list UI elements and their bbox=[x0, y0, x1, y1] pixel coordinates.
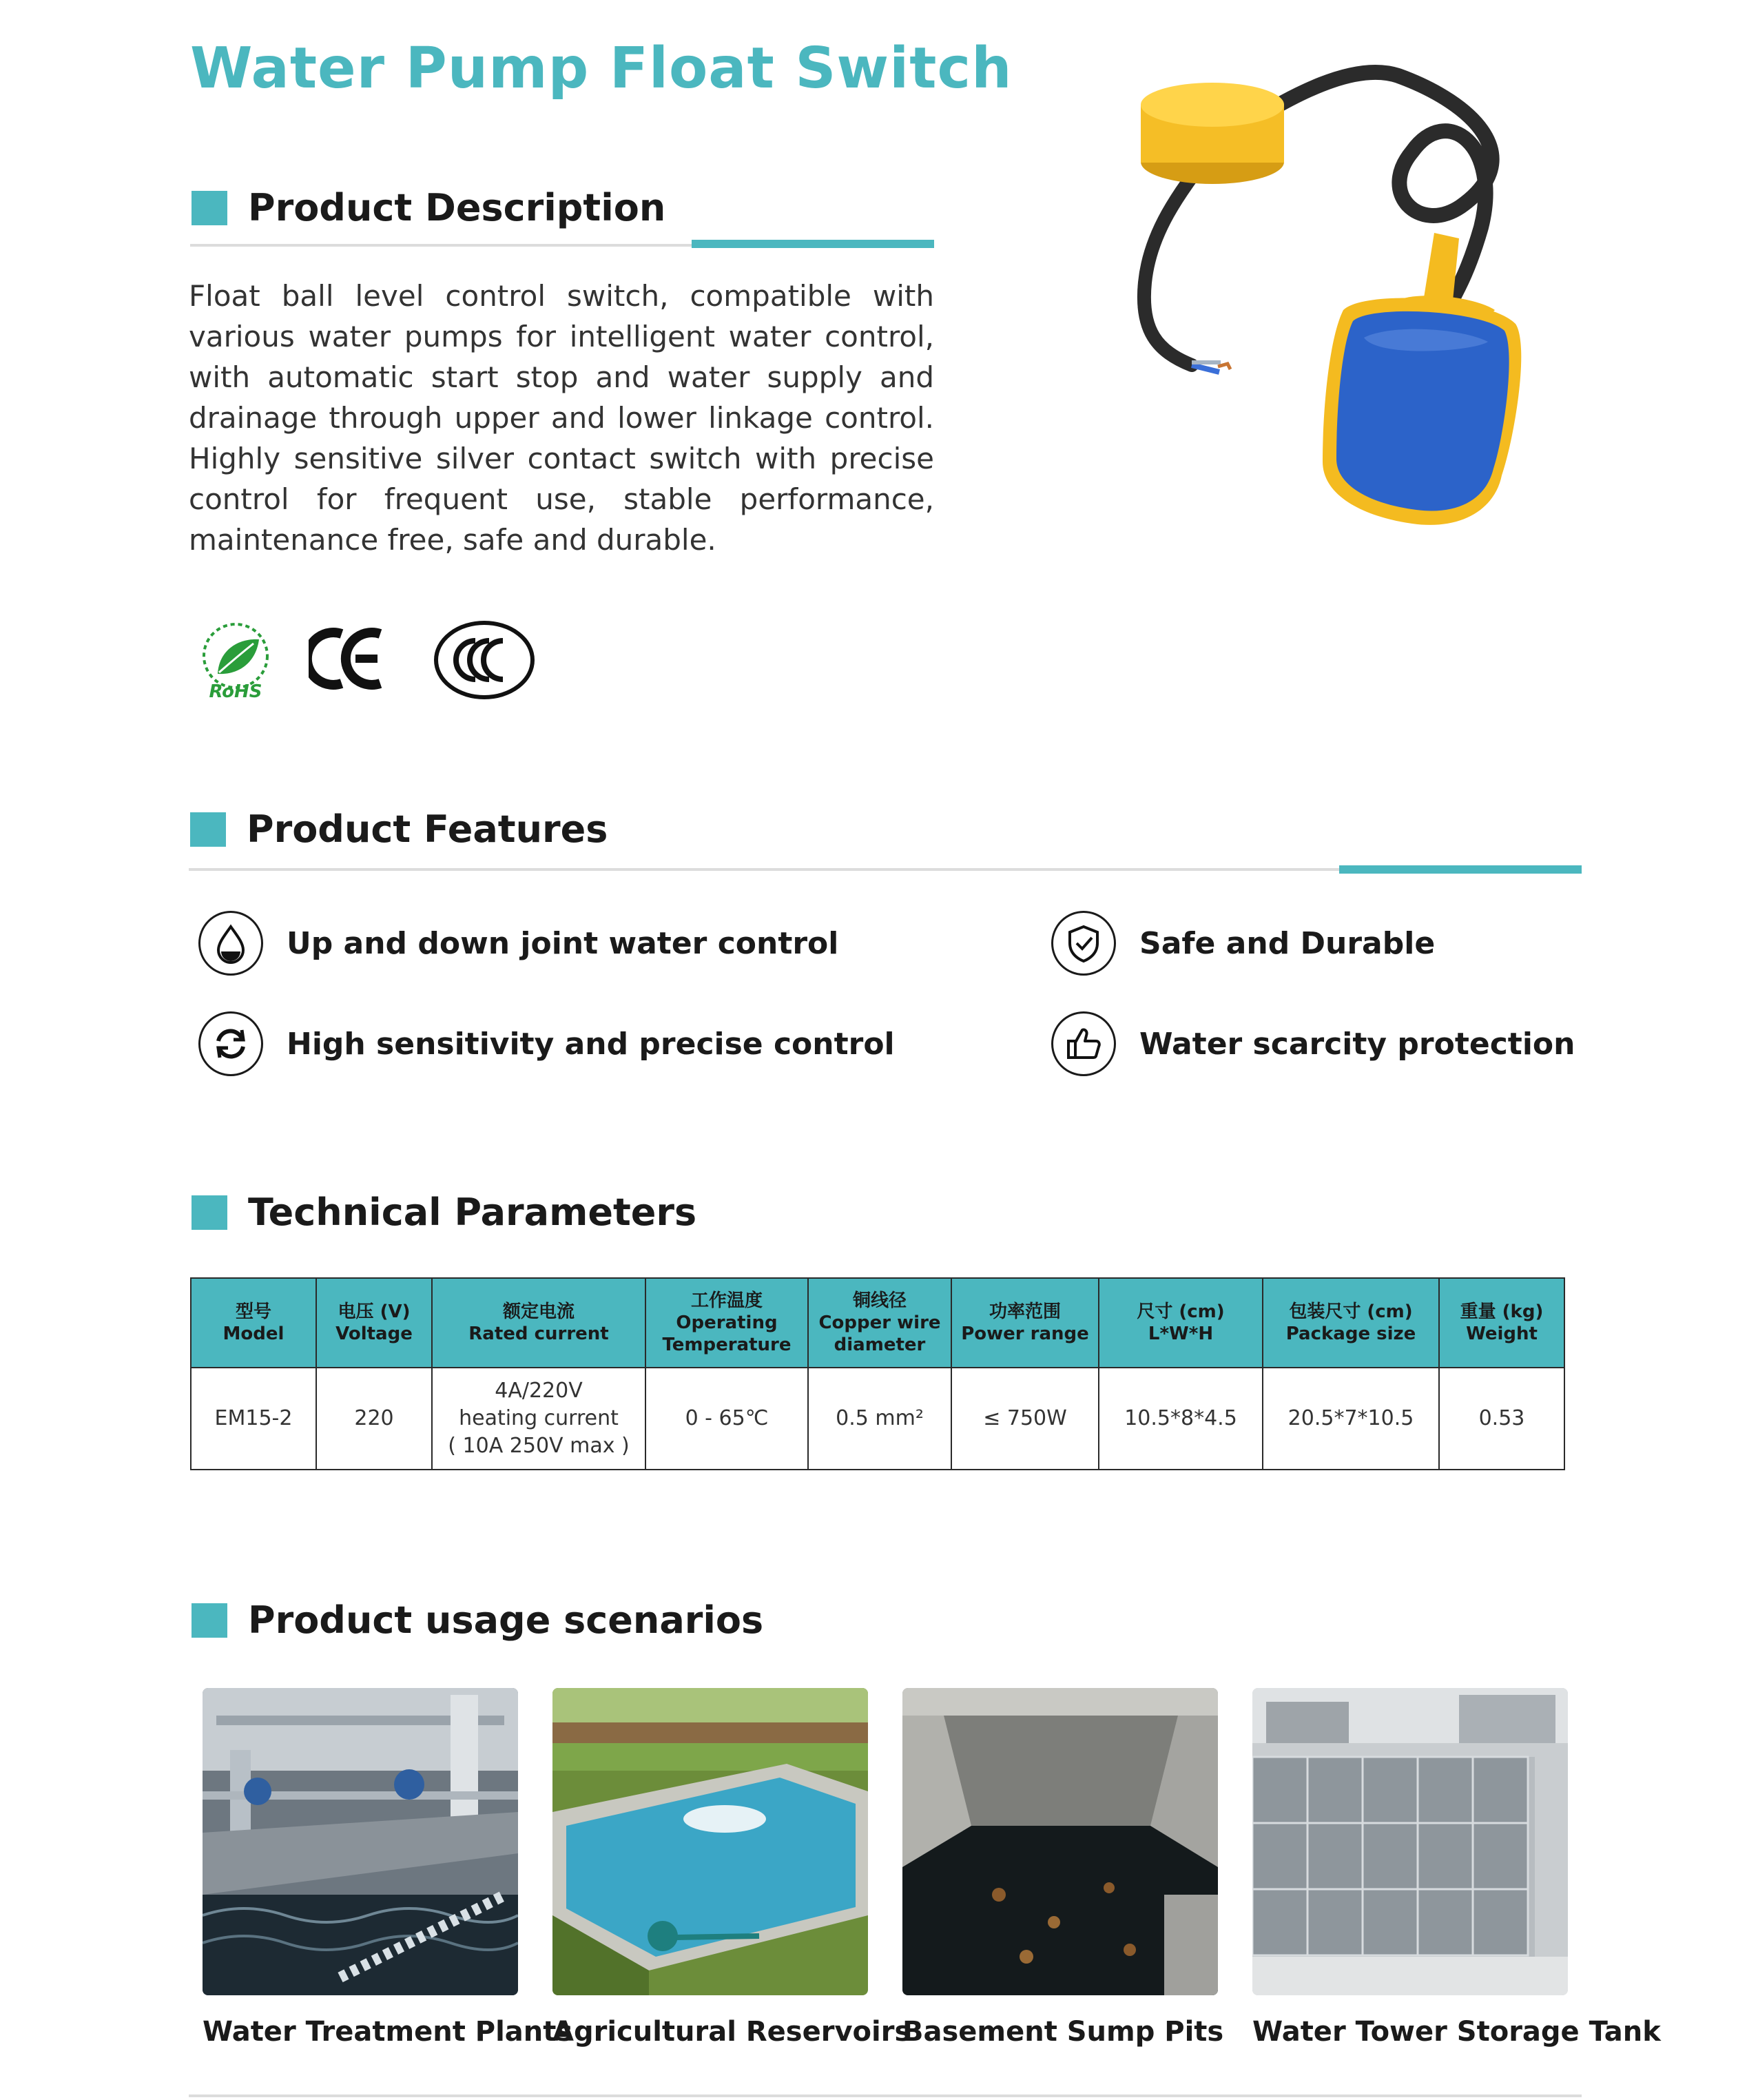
scenario-label: Water Treatment Plants bbox=[203, 2016, 573, 2048]
cell-wire: 0.5 mm² bbox=[808, 1368, 951, 1470]
cell-model: EM15-2 bbox=[191, 1368, 316, 1470]
scenario-image-agricultural-reservoir bbox=[552, 1688, 868, 1995]
rohs-leaf-icon bbox=[196, 621, 276, 701]
current-line: 4A/220V bbox=[495, 1379, 583, 1403]
page-title: Water Pump Float Switch bbox=[190, 36, 1013, 101]
description-text: Float ball level control switch, compatible with various water pumps for intelligent water control, with automatic start stop and water supply and drainage through upper and lower linkage control. Highly sensitive silver contact switch with precise control for frequent use, stable performance, maintenance free, safe and durable. bbox=[189, 279, 934, 557]
description-heading: Product Description bbox=[248, 186, 666, 229]
scenario-image-water-treatment bbox=[203, 1688, 518, 1995]
feature-item bbox=[1051, 1011, 1575, 1076]
rohs-label: RoHS bbox=[209, 681, 262, 701]
column-header: 型号 Model bbox=[191, 1278, 316, 1368]
parameters-heading: Technical Parameters bbox=[248, 1191, 697, 1234]
column-header: 铜线径 Copper wire diameter bbox=[808, 1278, 951, 1368]
description-section-header bbox=[192, 186, 665, 229]
table-header-row bbox=[191, 1278, 1564, 1368]
divider-accent bbox=[1339, 865, 1582, 874]
column-header: 尺寸 (cm) L*W*H bbox=[1099, 1278, 1263, 1368]
feature-item bbox=[198, 911, 838, 976]
ce-mark-icon bbox=[309, 624, 386, 693]
feature-label: Safe and Durable bbox=[1139, 925, 1436, 961]
feature-label: High sensitivity and precise control bbox=[287, 1026, 895, 1062]
refresh-icon bbox=[198, 1011, 263, 1076]
feature-item bbox=[198, 1011, 895, 1076]
water-drop-icon bbox=[198, 911, 263, 976]
column-header: 工作温度 Operating Temperature bbox=[645, 1278, 808, 1368]
parameters-section-header bbox=[192, 1191, 696, 1234]
parameters-table bbox=[190, 1277, 1565, 1470]
cell-package: 20.5*7*10.5 bbox=[1263, 1368, 1439, 1470]
features-section-header bbox=[190, 807, 608, 851]
scenario-image-water-tower-tank bbox=[1252, 1688, 1568, 1995]
ccc-mark-icon bbox=[433, 620, 536, 700]
feature-label: Water scarcity protection bbox=[1139, 1026, 1575, 1062]
section-marker bbox=[190, 812, 226, 847]
thumbs-up-icon bbox=[1051, 1011, 1116, 1076]
cell-size: 10.5*8*4.5 bbox=[1099, 1368, 1263, 1470]
scenarios-section-header bbox=[192, 1598, 763, 1642]
scenario-card bbox=[552, 1688, 911, 2048]
column-header: 功率范围 Power range bbox=[951, 1278, 1099, 1368]
column-header: 电压 (V) Voltage bbox=[316, 1278, 432, 1368]
divider-accent bbox=[692, 240, 934, 248]
cell-temperature: 0 - 65℃ bbox=[645, 1368, 808, 1470]
shield-check-icon bbox=[1051, 911, 1116, 976]
column-header: 额定电流 Rated current bbox=[432, 1278, 645, 1368]
column-header: 重量 (kg) Weight bbox=[1439, 1278, 1564, 1368]
scenario-card bbox=[203, 1688, 573, 2048]
table-row bbox=[191, 1368, 1564, 1470]
cell-power: ≤ 750W bbox=[951, 1368, 1099, 1470]
feature-label: Up and down joint water control bbox=[287, 925, 839, 961]
scenario-label: Basement Sump Pits bbox=[902, 2016, 1224, 2048]
footer-divider bbox=[189, 2094, 1582, 2097]
cell-voltage: 220 bbox=[316, 1368, 432, 1470]
cell-weight: 0.53 bbox=[1439, 1368, 1564, 1470]
feature-item bbox=[1051, 911, 1435, 976]
section-marker bbox=[192, 1603, 227, 1638]
section-marker bbox=[192, 1195, 227, 1230]
scenarios-heading: Product usage scenarios bbox=[248, 1598, 764, 1642]
scenario-label: Water Tower Storage Tank bbox=[1252, 2016, 1661, 2048]
scenario-image-basement-sump bbox=[902, 1688, 1218, 1995]
current-line: ( 10A 250V max ) bbox=[448, 1434, 630, 1458]
features-heading: Product Features bbox=[247, 807, 608, 851]
product-image bbox=[1088, 48, 1529, 531]
column-header: 包装尺寸 (cm) Package size bbox=[1263, 1278, 1439, 1368]
cell-current bbox=[432, 1368, 645, 1470]
scenario-card bbox=[1252, 1688, 1661, 2048]
scenario-label: Agricultural Reservoirs bbox=[552, 2016, 911, 2048]
section-marker bbox=[192, 191, 227, 225]
scenario-card bbox=[902, 1688, 1224, 2048]
current-line: heating current bbox=[459, 1406, 619, 1430]
